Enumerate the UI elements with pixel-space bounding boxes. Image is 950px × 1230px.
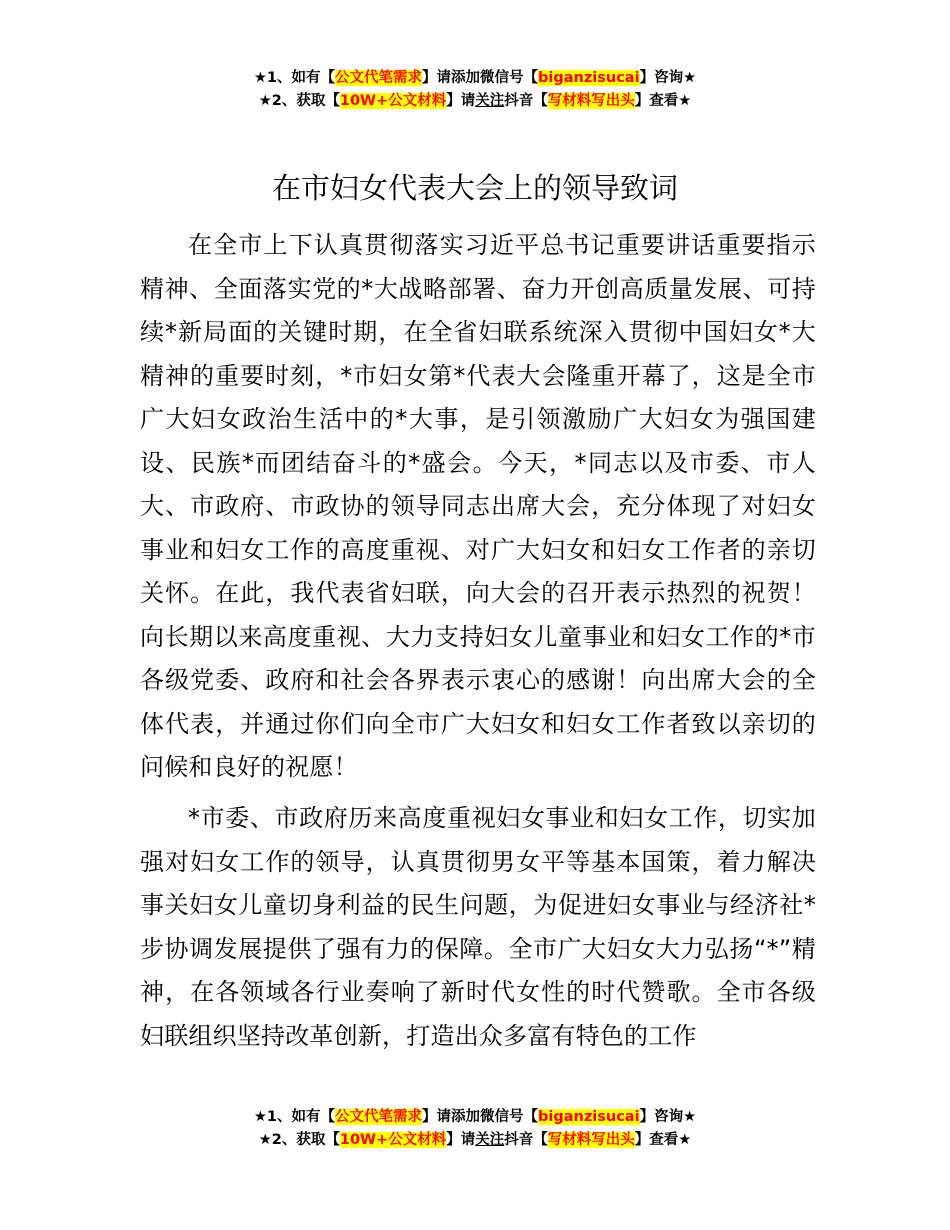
banner-text: ★2、获取【 xyxy=(258,1132,340,1148)
highlight-ghostwriting: 公文代笔需求 xyxy=(335,70,423,86)
document-title: 在市妇女代表大会上的领导致词 xyxy=(271,171,678,205)
banner-text: 抖音【 xyxy=(504,1132,548,1148)
header-banner-line-2 xyxy=(0,90,950,113)
footer-banner-line-1 xyxy=(0,1106,950,1129)
highlight-ghostwriting: 公文代笔需求 xyxy=(335,1109,423,1125)
header-banner-line-1 xyxy=(0,67,950,90)
banner-text: 】请 xyxy=(446,93,476,109)
banner-text: 】请添加微信号【 xyxy=(422,70,539,86)
highlight-materials: 10W+公文材料 xyxy=(339,1132,447,1148)
footer-banner-line-2 xyxy=(0,1129,950,1152)
banner-text: 】咨询★ xyxy=(639,70,697,86)
body-paragraph-1: 在全市上下认真贯彻落实习近平总书记重要讲话重要指示精神、全面落实党的*大战略部署、奋力开创高质量发展、可持续*新局面的关键时期，在全省妇联系统深入贯彻中国妇女*大精神的重要时刻，*市妇女第*代表大会隆重开幕了，这是全市广大妇女政治生活中的*大事，是引领激励广大妇女为强国建设、民族*而团结奋斗的*盛会。今天，*同志以及市委、市人大、市政府、市政协的领导同志出席大会，充分体现了对妇女事业和妇女工作的高度重视、对广大妇女和妇女工作者的亲切关怀。在此，我代表省妇联，向大会的召开表示热烈的祝贺！向长期以来高度重视、大力支持妇女儿童事业和妇女工作的*市各级党委、政府和社会各界表示衷心的感谢！向出席大会的全体代表，并通过你们向全市广大妇女和妇女工作者致以亲切的问候和良好的祝愿！ xyxy=(140,231,816,781)
highlight-douyin-account: 写材料写出头 xyxy=(547,93,635,109)
banner-text: 】请添加微信号【 xyxy=(422,1109,539,1125)
banner-text: 】查看★ xyxy=(634,1132,692,1148)
highlight-wechat-id: biganzisucai xyxy=(538,1109,640,1125)
banner-text: ★1、如有【 xyxy=(253,70,336,86)
highlight-wechat-id: biganzisucai xyxy=(538,70,640,86)
body-paragraph-2: *市委、市政府历来高度重视妇女事业和妇女工作，切实加强对妇女工作的领导，认真贯彻男女平等基本国策，着力解决事关妇女儿童切身利益的民生问题，为促进妇女事业与经济社*步协调发展提供了强有力的保障。全市广大妇女大力弘扬“*”精神，在各领域各行业奏响了新时代女性的时代赞歌。全市各级妇联组织坚持改革创新，打造出众多富有特色的工作 xyxy=(140,804,816,1050)
highlight-materials: 10W+公文材料 xyxy=(339,93,447,109)
banner-text: 】请 xyxy=(446,1132,476,1148)
banner-text: 抖音【 xyxy=(504,93,548,109)
footer-banner xyxy=(0,1106,950,1152)
banner-text: 】咨询★ xyxy=(639,1109,697,1125)
banner-text: ★2、获取【 xyxy=(258,93,340,109)
banner-text: 】查看★ xyxy=(634,93,692,109)
underlined-follow: 关注 xyxy=(475,93,505,109)
banner-text: ★1、如有【 xyxy=(253,1109,336,1125)
header-banner xyxy=(0,67,950,113)
highlight-douyin-account: 写材料写出头 xyxy=(547,1132,635,1148)
underlined-follow: 关注 xyxy=(475,1132,505,1148)
